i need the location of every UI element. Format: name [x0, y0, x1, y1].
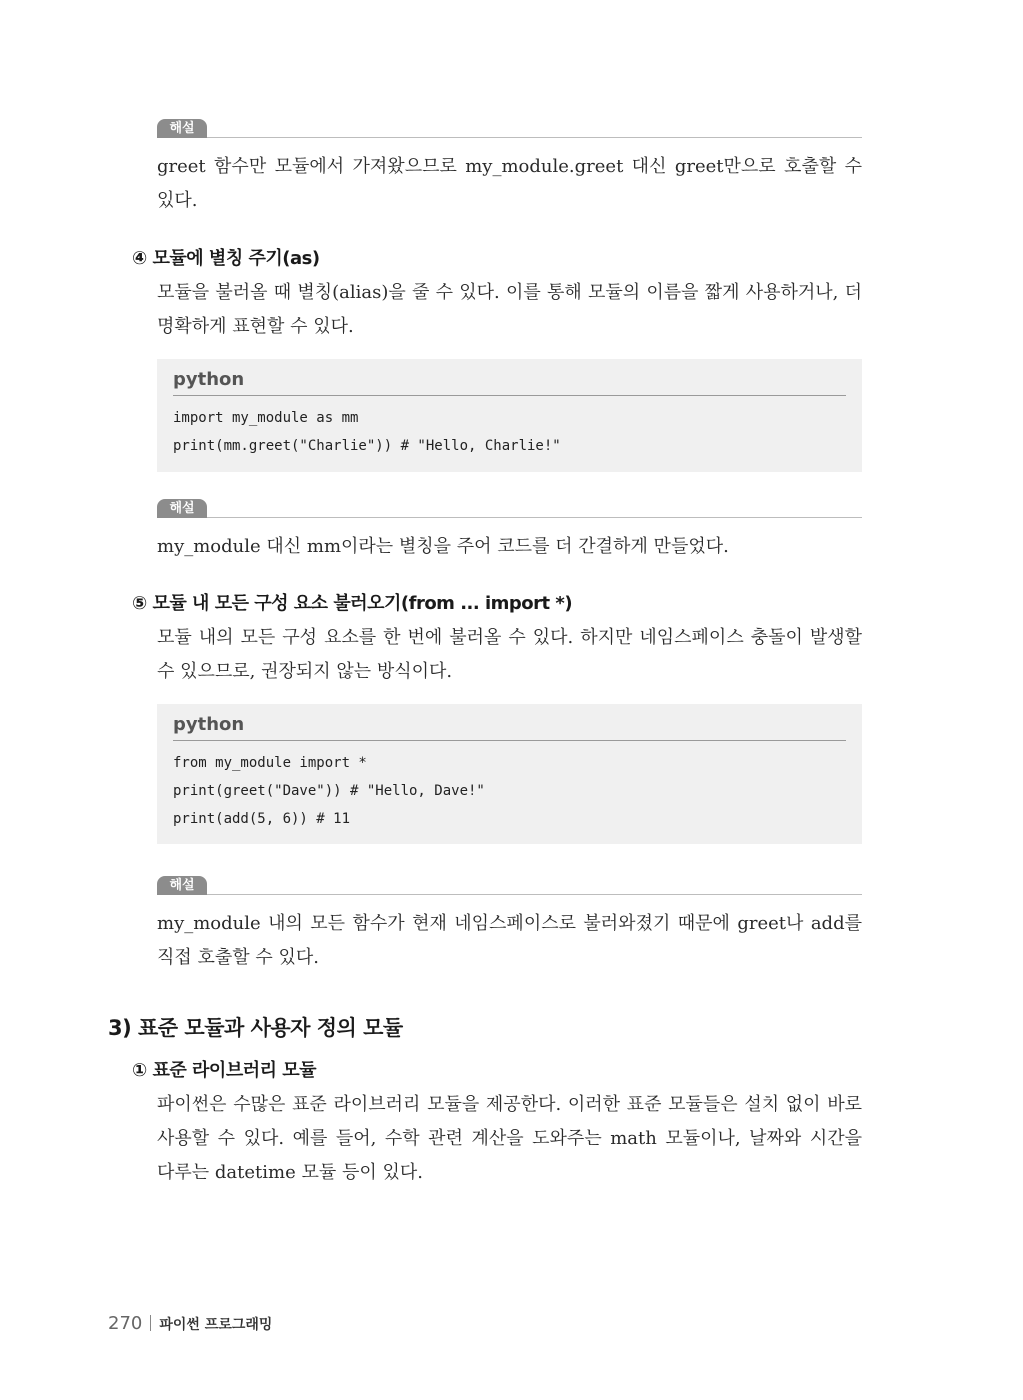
code-language-label: python — [173, 714, 245, 735]
note-divider — [207, 894, 862, 895]
code-line: import my_module as mm — [173, 410, 359, 426]
code-divider — [173, 395, 846, 396]
code-line: from my_module import * — [173, 755, 367, 771]
note-divider — [207, 517, 862, 518]
note-badge: 해설 — [157, 499, 207, 518]
item4-body: 모듈을 불러올 때 별칭(alias)을 줄 수 있다. 이를 통해 모듈의 이름을 짧게 사용하거나, 더 명확하게 표현할 수 있다. — [157, 282, 862, 337]
code-language-label: python — [173, 369, 245, 390]
item5-body: 모듈 내의 모든 구성 요소를 한 번에 불러올 수 있다. 하지만 네임스페이스 충돌이 발생할 수 있으므로, 권장되지 않는 방식이다. — [157, 627, 862, 682]
note-text: greet 함수만 모듈에서 가져왔으므로 my_module.greet 대신 greet만으로 호출할 수 있다. — [157, 156, 862, 211]
section-title: 3) 표준 모듈과 사용자 정의 모듈 — [108, 1016, 403, 1040]
sub1-heading: ① 표준 라이브러리 모듈 — [132, 1060, 317, 1081]
footer-separator — [150, 1315, 151, 1331]
item4-heading: ④ 모듈에 별칭 주기(as) — [132, 248, 320, 269]
note-header — [157, 119, 862, 141]
note-badge: 해설 — [157, 119, 207, 138]
note-header — [157, 499, 862, 521]
code-line: print(greet("Dave")) # "Hello, Dave!" — [173, 783, 485, 799]
note-divider — [207, 137, 862, 138]
code-block — [157, 359, 862, 472]
item4-note-text: my_module 대신 mm이라는 별칭을 주어 코드를 더 간결하게 만들었다. — [157, 536, 729, 557]
sub1-body: 파이썬은 수많은 표준 라이브러리 모듈을 제공한다. 이러한 표준 모듈들은 설치 없이 바로 사용할 수 있다. 예를 들어, 수학 관련 계산을 도와주는 math 모듈이나, 날짜와 시간을 다루는 datetime 모듈 등이 있다. — [157, 1094, 862, 1183]
code-divider — [173, 740, 846, 741]
item5-note-text: my_module 내의 모든 함수가 현재 네임스페이스로 불러와졌기 때문에 greet나 add를 직접 호출할 수 있다. — [157, 913, 862, 968]
page-number: 270 — [108, 1313, 143, 1334]
book-title: 파이썬 프로그래밍 — [159, 1317, 273, 1333]
code-line: print(add(5, 6)) # 11 — [173, 811, 351, 827]
code-block — [157, 704, 862, 844]
note-badge: 해설 — [157, 876, 207, 895]
note-header — [157, 876, 862, 898]
code-line: print(mm.greet("Charlie")) # "Hello, Charlie!" — [173, 438, 561, 454]
page-footer — [108, 1313, 272, 1334]
item5-heading: ⑤ 모듈 내 모든 구성 요소 불러오기(from ... import *) — [132, 593, 573, 614]
